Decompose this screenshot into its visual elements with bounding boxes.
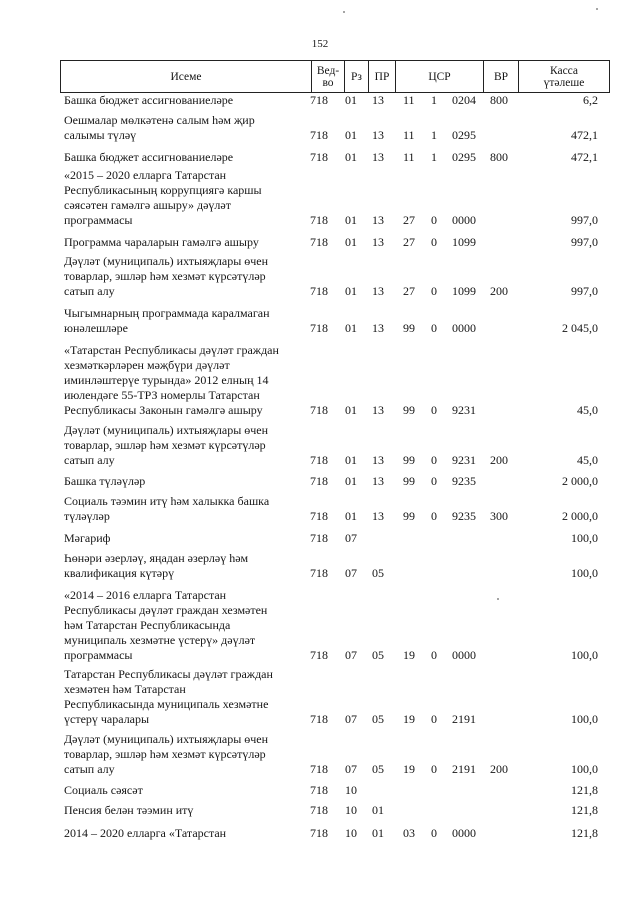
cell-vr: 300: [490, 509, 508, 523]
row-name: Башка бюджет ассигнованиеләре: [64, 150, 234, 164]
row-name: «Татарстан Республикасы дәүләт граждан хезмәткәрләрен мәҗбүри дәүләт иминләштерүе турында» 2012 елның 14 июлендәге 55-ТРЗ номерлы Татарстан Республикасы Законын гамәлгә ашыру: [64, 343, 279, 417]
cell-csr3: 0000: [452, 826, 476, 840]
cell-ved: 718: [310, 213, 328, 227]
cell-csr2: 1: [431, 93, 437, 107]
row-name: «2015 – 2020 елларга Татарстан Республикасының коррупциягә каршы сәясәтен гамәлгә ашыру» дәүләт программасы: [64, 168, 262, 227]
cell-rz: 01: [345, 284, 357, 298]
cell-sum: 472,1: [571, 150, 598, 164]
cell-csr2: 0: [431, 474, 437, 488]
cell-csr3: 0000: [452, 648, 476, 662]
cell-csr2: 0: [431, 213, 437, 227]
cell-pr: 13: [372, 284, 384, 298]
cell-csr2: 0: [431, 403, 437, 417]
cell-sum: 45,0: [577, 403, 598, 417]
row-name: 2014 – 2020 елларга «Татарстан: [64, 826, 227, 840]
cell-csr2: 1: [431, 150, 437, 164]
cell-ved: 718: [310, 235, 328, 249]
cell-sum: 100,0: [571, 648, 598, 662]
cell-csr1: 99: [403, 474, 415, 488]
table-row: [0, 235, 640, 250]
cell-pr: 01: [372, 826, 384, 840]
cell-sum: 45,0: [577, 453, 598, 467]
row-name: Дәүләт (муниципаль) ихтыяҗлары өчен товарлар, эшләр һәм хезмәт күрсәтүләр сатып алу: [64, 254, 269, 298]
scan-speck: [343, 11, 345, 13]
cell-pr: 13: [372, 128, 384, 142]
cell-rz: 01: [345, 453, 357, 467]
table-row: [0, 150, 640, 165]
cell-csr1: 11: [403, 93, 415, 107]
row-name: Мәгариф: [64, 531, 111, 545]
cell-csr3: 0000: [452, 213, 476, 227]
cell-pr: 13: [372, 403, 384, 417]
cell-sum: 997,0: [571, 235, 598, 249]
cell-csr1: 19: [403, 712, 415, 726]
cell-csr2: 0: [431, 509, 437, 523]
cell-csr3: 2191: [452, 762, 476, 776]
cell-csr1: 19: [403, 762, 415, 776]
row-name: «2014 – 2016 елларга Татарстан Республикасы дәүләт граждан хезмәтен һәм Татарстан Республикасында муниципаль хезмәтне үстерү» дәүләт программасы: [64, 588, 268, 662]
cell-rz: 01: [345, 150, 357, 164]
cell-ved: 718: [310, 474, 328, 488]
cell-ved: 718: [310, 453, 328, 467]
header-name: Исеме: [170, 70, 202, 83]
cell-ved: 718: [310, 284, 328, 298]
cell-csr1: 99: [403, 321, 415, 335]
row-name: Социаль сәясәт: [64, 783, 143, 797]
cell-rz: 01: [345, 213, 357, 227]
cell-ved: 718: [310, 712, 328, 726]
cell-csr1: 19: [403, 648, 415, 662]
cell-csr1: 03: [403, 826, 415, 840]
cell-csr2: 0: [431, 648, 437, 662]
cell-ved: 718: [310, 762, 328, 776]
cell-pr: 13: [372, 453, 384, 467]
cell-csr1: 99: [403, 509, 415, 523]
cell-ved: 718: [310, 321, 328, 335]
cell-csr1: 27: [403, 235, 415, 249]
table-row: [0, 113, 640, 143]
cell-rz: 07: [345, 531, 357, 545]
scan-speck: [497, 598, 499, 600]
table-row: [0, 93, 640, 108]
row-name: Башка түләүләр: [64, 474, 146, 488]
cell-csr1: 99: [403, 453, 415, 467]
row-name: Татарстан Республикасы дәүләт граждан хезмәтен һәм Татарстан Республикасында муниципаль хезмәтне үстерү чаралары: [64, 667, 273, 726]
table-row: [0, 306, 640, 336]
cell-pr: 01: [372, 803, 384, 817]
table-row: [0, 667, 640, 727]
cell-csr3: 0295: [452, 150, 476, 164]
cell-ved: 718: [310, 509, 328, 523]
cell-pr: 13: [372, 321, 384, 335]
cell-vr: 200: [490, 453, 508, 467]
cell-sum: 6,2: [583, 93, 598, 107]
cell-rz: 01: [345, 128, 357, 142]
cell-pr: 13: [372, 235, 384, 249]
row-name: Социаль тәэмин итү һәм халыкка башка түләүләр: [64, 494, 270, 523]
table-row: [0, 474, 640, 489]
cell-sum: 100,0: [571, 531, 598, 545]
cell-pr: 05: [372, 648, 384, 662]
cell-csr3: 9235: [452, 509, 476, 523]
cell-csr1: 99: [403, 403, 415, 417]
cell-sum: 121,8: [571, 803, 598, 817]
table-row: [0, 531, 640, 546]
table-row: [0, 494, 640, 524]
cell-rz: 01: [345, 93, 357, 107]
table-row: [0, 588, 640, 663]
cell-csr3: 9231: [452, 453, 476, 467]
cell-sum: 121,8: [571, 783, 598, 797]
cell-sum: 100,0: [571, 712, 598, 726]
row-name: Программа чараларын гамәлгә ашыру: [64, 235, 259, 249]
table-row: [0, 254, 640, 299]
cell-rz: 07: [345, 566, 357, 580]
cell-sum: 100,0: [571, 566, 598, 580]
table-row: [0, 423, 640, 468]
header-rz: Рз: [344, 61, 368, 92]
cell-rz: 10: [345, 783, 357, 797]
table-row: [0, 826, 640, 841]
cell-csr2: 0: [431, 712, 437, 726]
row-name: Оешмалар мөлкәтенә салым һәм җир салымы түләү: [64, 113, 255, 142]
header-vr: ВР: [483, 61, 518, 92]
cell-vr: 800: [490, 93, 508, 107]
cell-csr2: 0: [431, 321, 437, 335]
cell-ved: 718: [310, 783, 328, 797]
row-name: Пенсия белән тәэмин итү: [64, 803, 194, 817]
page-number: 152: [311, 38, 329, 50]
header-pr: ПР: [368, 61, 395, 92]
row-name: Дәүләт (муниципаль) ихтыяҗлары өчен товарлар, эшләр һәм хезмәт күрсәтүләр сатып алу: [64, 732, 269, 776]
row-name: Һөнәри әзерләү, яңадан әзерләү һәм квалификация күтәрү: [64, 551, 249, 580]
cell-pr: 13: [372, 213, 384, 227]
cell-ved: 718: [310, 648, 328, 662]
cell-sum: 2 000,0: [562, 509, 598, 523]
cell-vr: 800: [490, 150, 508, 164]
cell-rz: 01: [345, 321, 357, 335]
table-row: [0, 343, 640, 418]
cell-sum: 997,0: [571, 213, 598, 227]
cell-csr3: 1099: [452, 284, 476, 298]
cell-sum: 2 000,0: [562, 474, 598, 488]
cell-pr: 05: [372, 712, 384, 726]
table-row: [0, 783, 640, 798]
header-csr: ЦСР: [395, 61, 483, 92]
table-row: [0, 732, 640, 777]
cell-csr2: 0: [431, 235, 437, 249]
cell-ved: 718: [310, 150, 328, 164]
cell-csr3: 0204: [452, 93, 476, 107]
cell-vr: 200: [490, 762, 508, 776]
header-ved: Вед- во: [311, 61, 344, 92]
cell-csr3: 1099: [452, 235, 476, 249]
cell-csr1: 27: [403, 284, 415, 298]
cell-ved: 718: [310, 128, 328, 142]
cell-ved: 718: [310, 531, 328, 545]
cell-rz: 01: [345, 509, 357, 523]
cell-pr: 13: [372, 509, 384, 523]
cell-csr3: 0000: [452, 321, 476, 335]
cell-sum: 997,0: [571, 284, 598, 298]
cell-pr: 13: [372, 474, 384, 488]
cell-rz: 07: [345, 712, 357, 726]
cell-rz: 07: [345, 762, 357, 776]
cell-csr2: 0: [431, 453, 437, 467]
table-row: [0, 551, 640, 581]
cell-csr3: 0295: [452, 128, 476, 142]
table-row: [0, 168, 640, 228]
cell-csr1: 11: [403, 128, 415, 142]
cell-ved: 718: [310, 803, 328, 817]
cell-csr2: 0: [431, 284, 437, 298]
cell-csr2: 0: [431, 826, 437, 840]
cell-pr: 05: [372, 762, 384, 776]
cell-csr1: 11: [403, 150, 415, 164]
cell-rz: 01: [345, 474, 357, 488]
cell-rz: 10: [345, 826, 357, 840]
cell-csr3: 2191: [452, 712, 476, 726]
cell-rz: 10: [345, 803, 357, 817]
cell-ved: 718: [310, 93, 328, 107]
cell-ved: 718: [310, 403, 328, 417]
cell-csr3: 9235: [452, 474, 476, 488]
cell-sum: 472,1: [571, 128, 598, 142]
scan-speck: [596, 8, 598, 10]
cell-sum: 121,8: [571, 826, 598, 840]
cell-ved: 718: [310, 826, 328, 840]
cell-csr2: 0: [431, 762, 437, 776]
cell-sum: 100,0: [571, 762, 598, 776]
cell-pr: 13: [372, 150, 384, 164]
cell-ved: 718: [310, 566, 328, 580]
header-sum: Касса үтәлеше: [518, 61, 609, 92]
cell-csr1: 27: [403, 213, 415, 227]
row-name: Башка бюджет ассигнованиеләре: [64, 93, 234, 107]
cell-pr: 13: [372, 93, 384, 107]
row-name: Чыгымнарның программада каралмаган юнәлешләре: [64, 306, 270, 335]
row-name: Дәүләт (муниципаль) ихтыяҗлары өчен товарлар, эшләр һәм хезмәт күрсәтүләр сатып алу: [64, 423, 269, 467]
cell-csr3: 9231: [452, 403, 476, 417]
cell-rz: 01: [345, 403, 357, 417]
cell-sum: 2 045,0: [562, 321, 598, 335]
cell-csr2: 1: [431, 128, 437, 142]
cell-rz: 07: [345, 648, 357, 662]
cell-rz: 01: [345, 235, 357, 249]
cell-vr: 200: [490, 284, 508, 298]
cell-pr: 05: [372, 566, 384, 580]
table-row: [0, 803, 640, 818]
